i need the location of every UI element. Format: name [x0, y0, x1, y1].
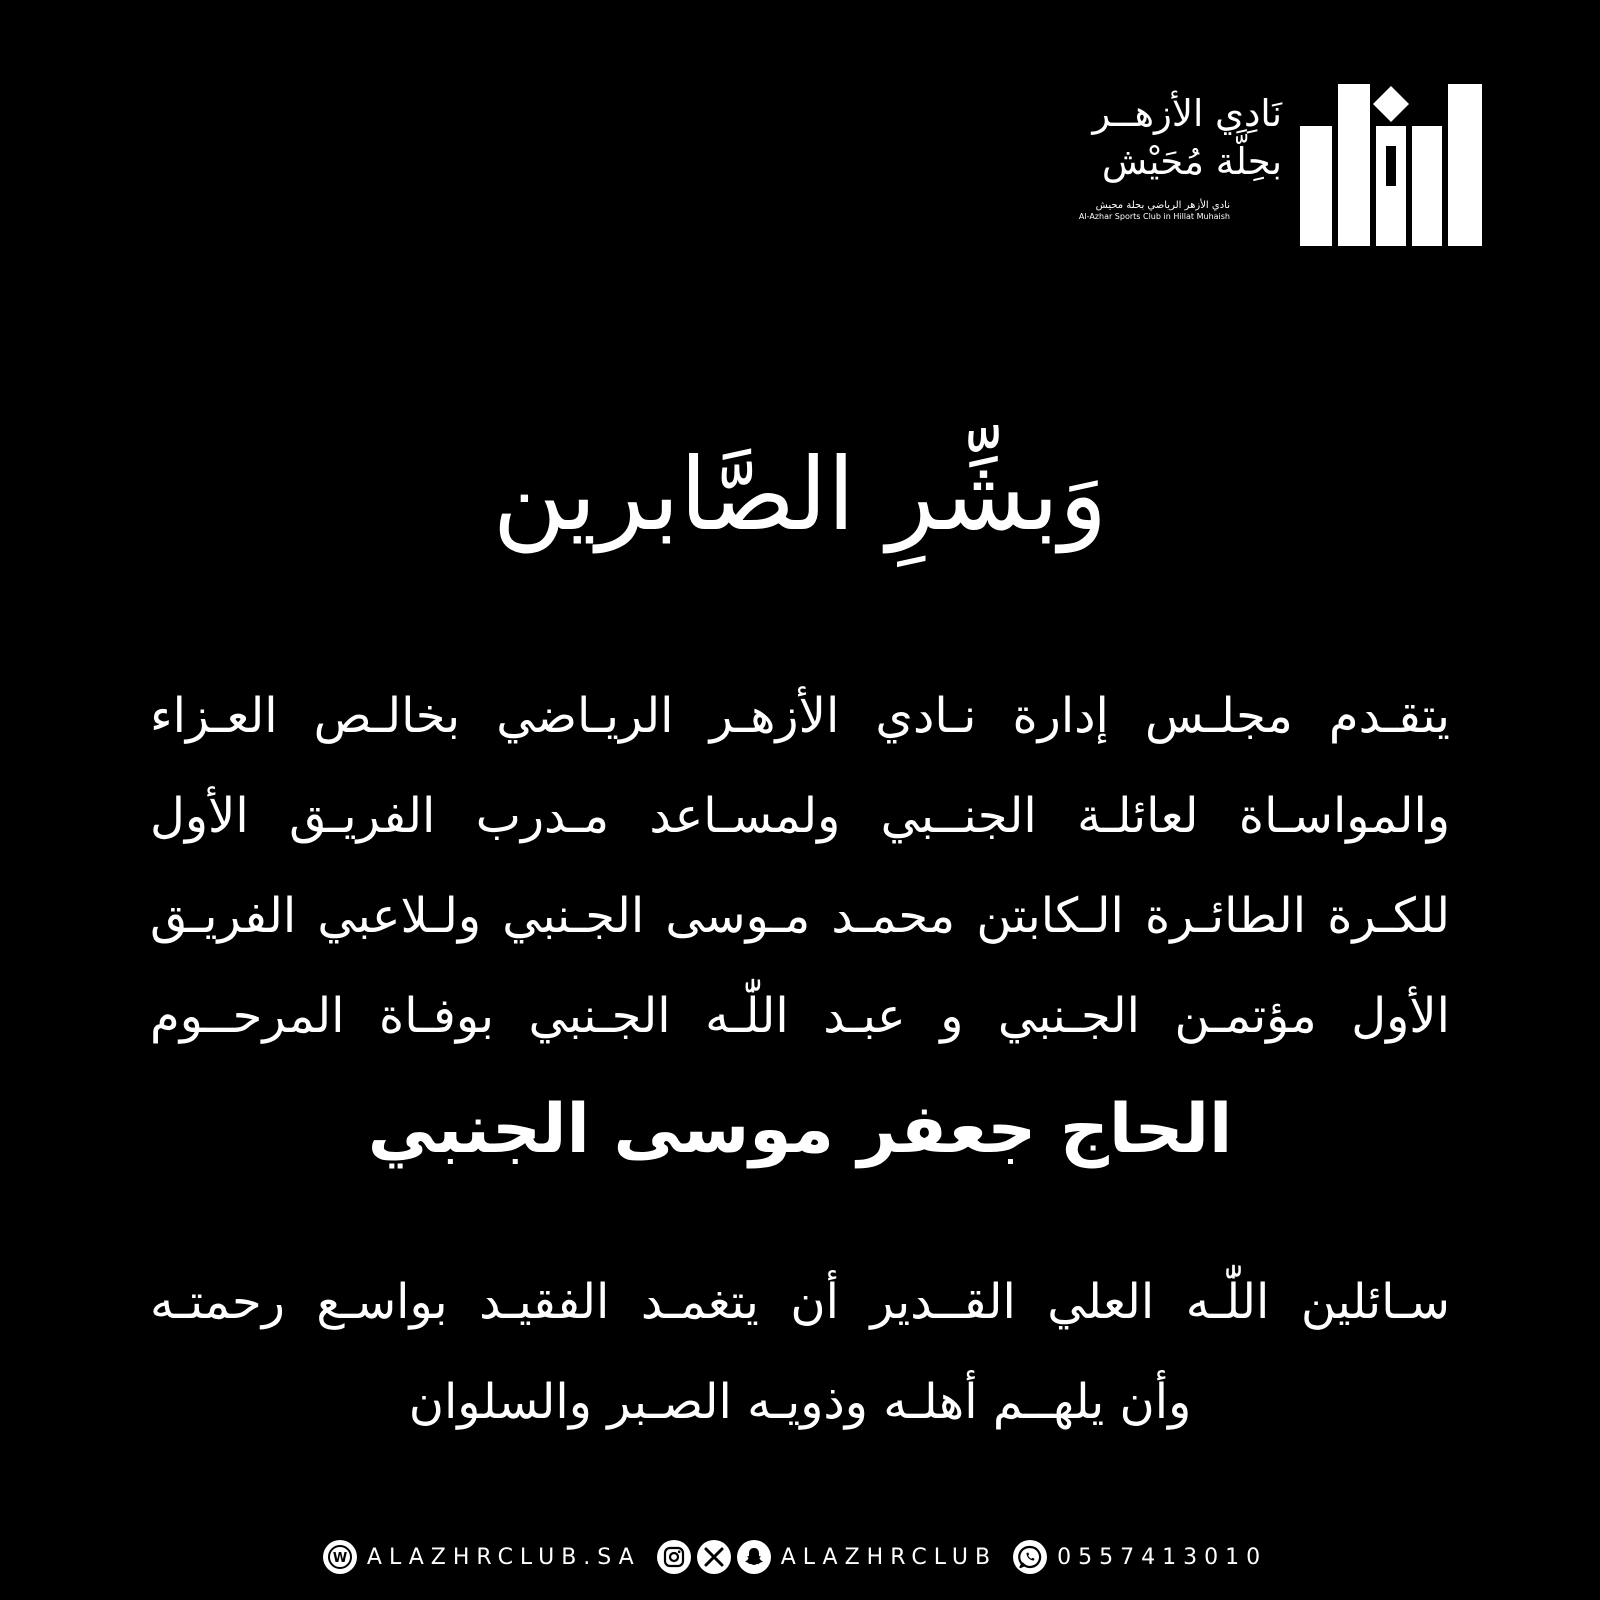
prayer-text	[150, 1252, 1450, 1452]
svg-text:W: W	[332, 1551, 348, 1566]
club-subtitle-arabic: نادي الأزهر الرياضي بحلة محيش	[1095, 200, 1230, 211]
instagram-icon[interactable]	[657, 1540, 691, 1574]
club-name-line1: نَادِي الأزهــر	[1092, 92, 1282, 135]
club-name-block	[1012, 84, 1282, 222]
club-emblem-icon	[1300, 84, 1482, 246]
paragraph-line: للكـرة الطائـرة الـكابتن محمـد مـوسى الجـنبي ولـلاعبي الفريـق	[150, 888, 1450, 944]
club-logo	[1012, 84, 1482, 254]
website-link[interactable]: ALAZHRCLUB.SA	[366, 1544, 641, 1570]
whatsapp-icon[interactable]	[1013, 1540, 1047, 1574]
club-subtitle-english: Al-Azhar Sports Club in Hillat Muhaish	[1078, 212, 1230, 221]
prayer-line: وأن يلهــم أهلـه وذويـه الصـبر والسلوان	[408, 1374, 1192, 1430]
social-handle[interactable]: ALAZHRCLUB	[780, 1544, 998, 1570]
condolence-paragraph	[150, 666, 1450, 1066]
wordpress-icon[interactable]	[323, 1540, 357, 1574]
club-name-line2: بحِلَّة مُحَيْش	[1101, 140, 1282, 183]
contact-footer	[0, 1532, 1600, 1582]
paragraph-line: الأول مؤتمـن الجـنبي و عبـد اللّٰـه الجـنبي بوفـاة المرحــوم	[150, 988, 1450, 1044]
verse-heading: وَبشِّرِ الصَّابرين	[492, 436, 1108, 553]
paragraph-line: يتقـدم مجلـس إدارة نـادي الأزهـر الريـاضي بخالـص العـزاء	[150, 688, 1450, 744]
prayer-line: سـائلين اللّٰـه العلي القــدير أن يتغمـد الفقيـد بواسـع رحمتـه	[150, 1274, 1450, 1330]
snapchat-icon[interactable]	[737, 1540, 771, 1574]
phone-number[interactable]: 0557413010	[1057, 1544, 1268, 1570]
paragraph-line: والمواسـاة لعائلـة الجنــبي ولمسـاعد مـدرب الفريـق الأول	[150, 788, 1450, 844]
deceased-name: الحاج جعفر موسى الجنبي	[367, 1090, 1233, 1169]
x-icon[interactable]	[697, 1540, 731, 1574]
